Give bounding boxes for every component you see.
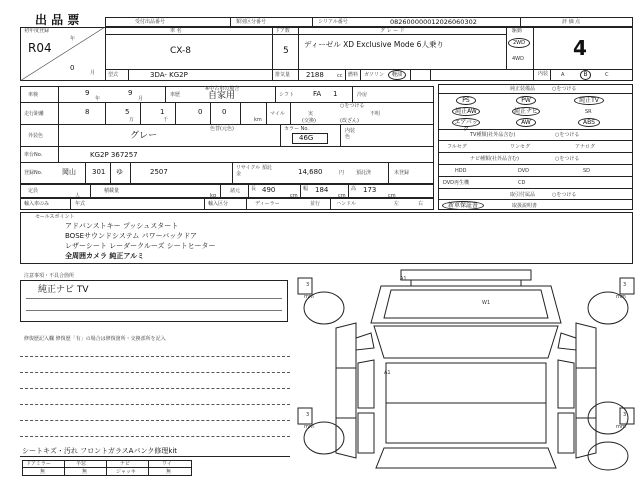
month-value: 0 xyxy=(70,64,75,72)
inspection-month-unit: 月 xyxy=(138,96,144,102)
mm-label-rl: mm xyxy=(304,424,314,430)
type-value: 3DA- KG2P xyxy=(150,71,188,79)
fuel-gasoline: ガソリン xyxy=(364,72,385,78)
doors-value: 5 xyxy=(283,46,289,56)
serial-value: 082600000012026060302 xyxy=(390,18,477,26)
nav-sd: SD xyxy=(583,168,591,174)
score-value: 4 xyxy=(573,36,587,60)
model-label: 車 名 xyxy=(170,28,182,34)
grade-label: グ レ ー ド xyxy=(380,28,405,34)
mark-left-side: A1 xyxy=(384,370,391,376)
tv-analog: アナログ xyxy=(575,144,596,150)
caution-label: 注意事項・不具合箇所 xyxy=(24,273,75,279)
mileage-tampered: (改ざん) xyxy=(340,118,359,124)
doors-label: ドア数 xyxy=(275,28,290,34)
equipment-note: ○をつける xyxy=(552,86,577,92)
tv-type-label: TV種類(社外品含む) xyxy=(470,132,516,138)
km-unit: km xyxy=(254,117,262,123)
month-unit: 月 xyxy=(90,70,96,76)
type-label: 型式 xyxy=(108,72,119,78)
dvd-player-value: CD xyxy=(518,180,526,186)
mileage-digit-4: 0 xyxy=(198,108,203,116)
chassis-value: KG2P 367257 xyxy=(90,151,138,159)
era-value: R04 xyxy=(28,41,52,55)
model-value: CX-8 xyxy=(170,46,191,56)
plate-class: 301 xyxy=(92,168,106,176)
caution-value: 純正ナビ TV xyxy=(38,285,89,295)
sales-point-line-4: 全周囲カメラ 純正アルミ xyxy=(65,252,145,260)
mm-label-rr: mm xyxy=(616,424,626,430)
interior-grade-b-circled: B xyxy=(580,70,591,80)
import-category-label: 輸入区分 xyxy=(208,201,229,207)
plate-region: 岡山 xyxy=(62,168,76,176)
mileage-options-note: ○をつける xyxy=(340,103,365,109)
height-value: 173 xyxy=(363,186,377,194)
equip-airbag-circled: エアバック xyxy=(452,118,480,127)
mile-label: マイル xyxy=(270,111,285,117)
recycle-deposited: 預託済 xyxy=(356,170,372,176)
sales-point-line-3: レザーシート レーダークルーズ シートヒーター xyxy=(65,242,216,250)
height-unit: cm xyxy=(388,193,396,199)
serial-label: シリアル番号 xyxy=(318,19,348,25)
bottom-note: シートキズ・汚れ フロントガラスAパンク修理kit xyxy=(22,447,178,455)
color-number-value: 46G xyxy=(299,134,314,142)
inspection-month: 9 xyxy=(128,89,133,97)
dvd-player-label: DVD再生機 xyxy=(443,180,470,186)
mini-value-2: 無 xyxy=(82,469,88,475)
repair-history-label: 修復歴記入欄 修復歴「有」の場合は修復箇所・交換部所を記入 xyxy=(24,336,166,342)
body-number-label: 類別区分番号 xyxy=(236,19,267,25)
inspection-year-unit: 年 xyxy=(95,96,101,102)
mini-header-1: ドアミラー xyxy=(26,461,51,467)
mark-box-rr: 3 xyxy=(623,412,627,418)
capacity-label: 定員 xyxy=(28,188,39,194)
mileage-digit-2: 5 xyxy=(125,108,130,116)
handle-label: ハンドル xyxy=(336,201,357,207)
width-value: 184 xyxy=(315,186,329,194)
drive-4wd-option: 4WD xyxy=(512,56,524,62)
displacement-value: 2188 xyxy=(306,71,324,79)
exterior-color-label: 外装色 xyxy=(28,133,44,139)
drive-2wd-option: 2WD xyxy=(508,38,530,48)
fuel-diesel-circled: 軽油 xyxy=(388,70,406,80)
nav-type-note: ○をつける xyxy=(555,156,580,162)
mark-box-rl: 3 xyxy=(306,412,310,418)
color-change-label: 色替(元色) xyxy=(210,126,234,132)
shift-number: 1 xyxy=(333,90,338,98)
mileage-digit-3: 1 xyxy=(160,108,165,116)
tv-type-note: ○をつける xyxy=(555,132,580,138)
equip-nav-circled: 純正ナビ xyxy=(513,108,538,115)
mini-header-4: ワイ xyxy=(162,461,172,467)
interior-color-label: 内装色 xyxy=(345,128,356,140)
equip-ps-circled: PS xyxy=(456,96,476,105)
displacement-label: 排気量 xyxy=(275,72,291,78)
import-parallel: 並行 xyxy=(310,201,321,207)
form-title: 出 品 票 xyxy=(35,13,80,27)
nav-dvd: DVD xyxy=(518,168,530,174)
sales-point-line-2: BOSEサウンドシステム パワーバックドア xyxy=(65,232,198,240)
mm-label-fr: mm xyxy=(616,294,626,300)
handle-left: 左 xyxy=(394,201,400,207)
drive-label: 駆動 xyxy=(512,28,523,34)
mini-header-2: 半窓 xyxy=(76,461,87,467)
shift-label: シフト xyxy=(279,92,295,98)
mileage-replaced: (交換) xyxy=(302,118,316,124)
nav-type-label: ナビ種類(社外品含む) xyxy=(470,156,519,162)
load-unit: kg xyxy=(210,193,217,199)
mileage-sen-unit: 千 xyxy=(163,117,169,123)
interior-grade-a: A xyxy=(561,72,565,78)
equip-aw-circled: 純正AW xyxy=(452,107,480,116)
docs-manual: 取扱説明書 xyxy=(512,203,538,209)
usage-label: 車歴 xyxy=(170,92,181,98)
mini-value-1: 無 xyxy=(40,469,46,475)
length-value: 490 xyxy=(262,186,276,194)
plate-number: 2507 xyxy=(150,168,168,176)
import-year-label: 年式 xyxy=(75,201,86,207)
mini-header-3: ナビ xyxy=(120,461,131,467)
inspection-label: 車検 xyxy=(28,92,39,98)
inspection-year: 9 xyxy=(85,89,90,97)
capacity-unit: 人 xyxy=(75,193,81,199)
mark-windshield: W1 xyxy=(482,300,491,306)
usage-note: ※中古車の場合 xyxy=(205,86,240,92)
interior-grade-c: C xyxy=(605,72,609,78)
sales-points-label: セールスポイント xyxy=(35,214,75,220)
car-damage-diagram xyxy=(296,268,636,478)
import-only-label: 輸入車のみ xyxy=(24,201,50,207)
handle-right: 右 xyxy=(418,201,424,207)
nav-hdd: HDD xyxy=(455,168,467,174)
equipment-title: 純正装備品 xyxy=(510,86,536,92)
equip-tv-circled: 純正TV xyxy=(574,96,604,105)
score-label: 評 価 点 xyxy=(562,19,581,25)
load-label: 積載量 xyxy=(104,188,120,194)
usage-value: 自家用 xyxy=(208,91,236,101)
equip-alloy-circled: AW xyxy=(516,118,536,127)
tv-oneseg: ワンセグ xyxy=(510,144,531,150)
first-registration-label: 初年度登録 xyxy=(24,28,50,34)
mileage-man-unit: 万 xyxy=(129,117,135,123)
recycle-label: リサイクル 預託金 xyxy=(236,165,272,177)
docs-warranty-circled: 新車保証書 xyxy=(442,201,484,210)
mm-label-fl: mm xyxy=(304,294,314,300)
shift-value: FA xyxy=(313,90,322,98)
cc-unit: cc xyxy=(337,73,343,79)
recycle-value: 14,680 xyxy=(298,168,323,176)
fuel-label: 燃料 xyxy=(348,72,359,78)
equip-pw-circled: PW xyxy=(516,96,536,105)
height-label: 高 xyxy=(351,186,357,192)
dimensions-label: 諸元 xyxy=(230,188,241,194)
lot-label: 受付出品番号 xyxy=(135,19,166,25)
year-unit: 年 xyxy=(70,36,76,42)
tv-fullseg: フルセグ xyxy=(447,144,467,150)
import-dealer: ディーラー xyxy=(255,201,280,207)
equip-sr: SR xyxy=(585,109,592,115)
width-label: 幅 xyxy=(303,186,309,192)
mini-value-3: ジャッキ xyxy=(116,469,136,475)
mini-value-4: 無 xyxy=(166,469,172,475)
mark-front-bumper: A1 xyxy=(400,276,407,282)
interior-label: 内装 xyxy=(538,71,549,77)
mileage-digit-1: 8 xyxy=(85,108,90,116)
sales-point-line-1: アドバンストキー プッシュスタート xyxy=(65,222,179,230)
yen-unit: 円 xyxy=(339,170,345,176)
documents-note: ○をつける xyxy=(552,192,577,198)
unregistered-label: 未登録 xyxy=(394,170,410,176)
mark-box-fl: 3 xyxy=(306,282,310,288)
equip-abs-circled: ABS xyxy=(578,118,600,127)
mileage-actual: 実 xyxy=(308,111,314,117)
chassis-label: 車台No. xyxy=(24,152,43,158)
mark-box-fr: 3 xyxy=(623,282,627,288)
width-unit: cm xyxy=(338,193,346,199)
plate-label: 登録No. xyxy=(24,170,43,176)
ac-label: 冷房 xyxy=(357,92,368,98)
plate-kana: ゆ xyxy=(116,168,123,176)
mileage-label: 走行距離 xyxy=(24,111,45,117)
color-number-label: カラー No. xyxy=(284,126,309,132)
mileage-digit-5: 0 xyxy=(222,108,227,116)
documents-label: 取引付属品 xyxy=(510,192,536,198)
grade-value: ディーゼル XD Exclusive Mode 6人乗り xyxy=(304,40,444,49)
header-row xyxy=(105,17,633,27)
length-label: 長 xyxy=(251,186,257,192)
exterior-color-value: グレー xyxy=(130,131,158,141)
mileage-unknown: 不明 xyxy=(370,111,381,117)
length-unit: cm xyxy=(290,193,298,199)
